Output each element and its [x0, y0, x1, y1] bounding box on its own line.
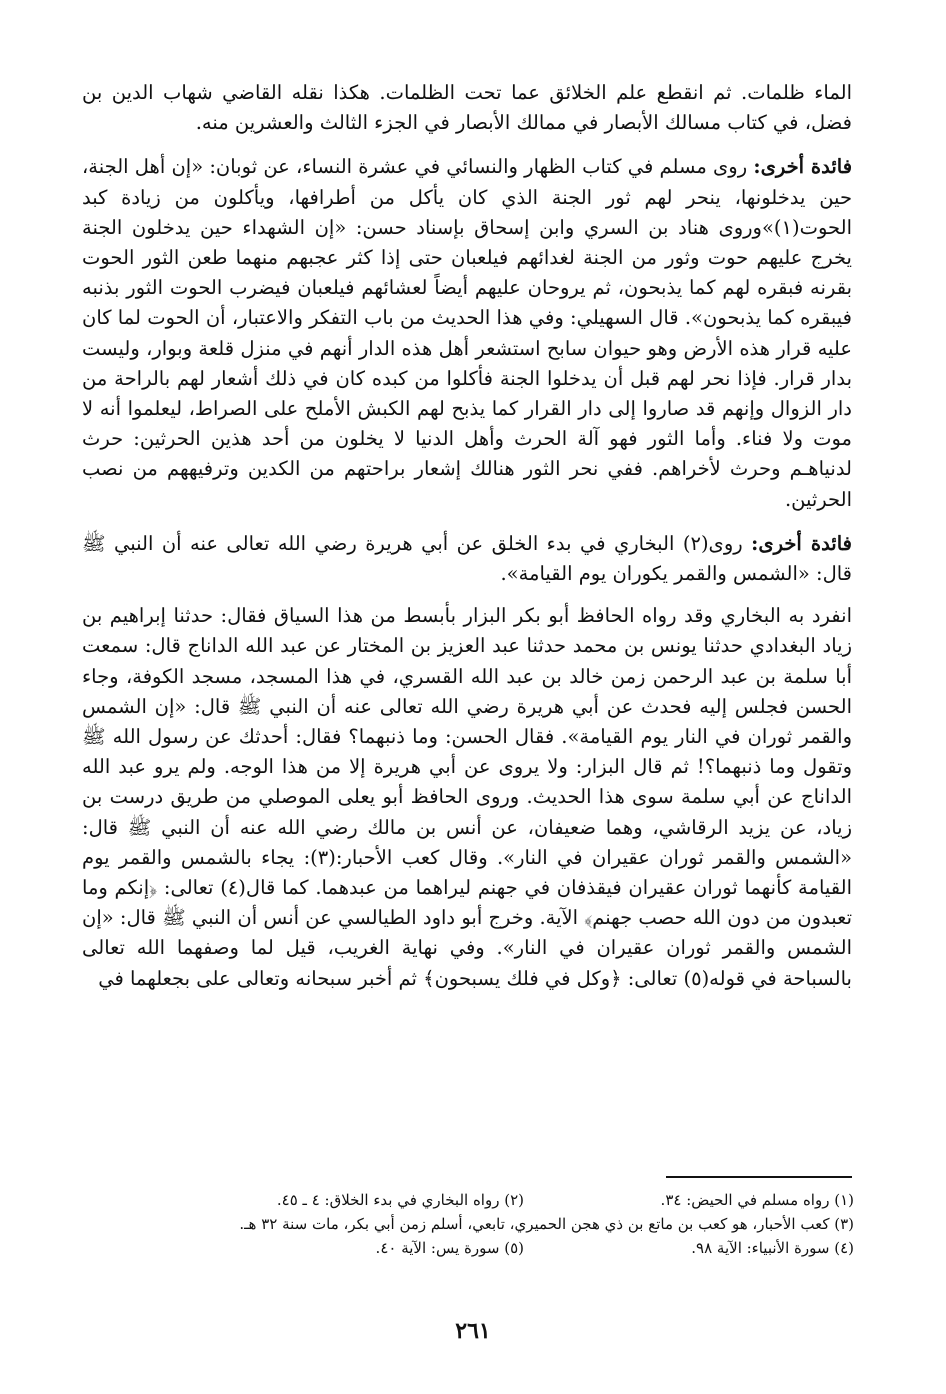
footnote-4: (٤) سورة الأنبياء: الآية ٩٨.: [691, 1239, 854, 1257]
footnote-1: (١) رواه مسلم في الحيض: ٣٤.: [660, 1191, 854, 1209]
footnote-5: (٥) سورة يس: الآية ٤٠.: [375, 1239, 524, 1257]
footnote-separator: [666, 1176, 852, 1178]
paragraph-1: [82, 78, 852, 138]
footnote-2: (٢) رواه البخاري في بدء الخلاق: ٤ ـ ٤٥.: [276, 1191, 524, 1209]
paragraph-2-lead: فائدة أخرى:: [753, 155, 853, 179]
footnote-row-1: [94, 1188, 854, 1212]
footnote-row-2: [94, 1212, 854, 1236]
paragraph-1-text: الماء ظلمات. ثم انقطع علم الخلائق عما تحت الظلمات. هكذا نقله القاضي شهاب الدين بن فضل، في كتاب مسالك الأبصار في ممالك الأبصار في الجزء الثالث والعشرين منه.: [82, 81, 852, 135]
paragraph-3-text: روى(٢) البخاري في بدء الخلق عن أبي هريرة رضي الله تعالى عنه أن النبي ﷺ قال: «الشمس والقمر يكوران يوم القيامة».: [82, 531, 852, 586]
paragraph-4-text: انفرد به البخاري وقد رواه الحافظ أبو بكر البزار بأبسط من هذا السياق فقال: حدثنا إبراهيم بن زياد البغدادي حدثنا يونس بن محمد حدثنا عبد العزيز بن المختار عن عبد الله الداناج قال: سمعت أبا سلمة بن عبد الرحمن زمن خالد بن عبد الله القسري، في هذا المسجد، مسجد الكوفة، وجاء الحسن فجلس إليه فحدث عن أبي هريرة رضي الله تعالى عنه أن النبي ﷺ قال: «إن الشمس والقمر ثوران في النار يوم القيامة». فقال الحسن: وما ذنبهما؟ فقال: أحدثك عن رسول الله ﷺ وتقول وما ذنبهما؟! ثم قال البزار: ولا يروى عن أبي هريرة إلا من هذا الوجه. ولم يرو عبد الله الداناج عن أبي سلمة سوى هذا الحديث. وروى الحافظ أبو يعلى الموصلي من طريق درست بن زياد، عن يزيد الرقاشي، وهما ضعيفان، عن أنس بن مالك رضي الله عنه أن النبي ﷺ قال: «الشمس والقمر ثوران عقيران في النار». وقال كعب الأحبار:(٣): يجاء بالشمس والقمر يوم القيامة كأنهما ثوران عقيران فيقذفان في جهنم ليراهما من عبدهما. كما قال(٤) تعالى: ﴿إنكم وما تعبدون من دون الله حصب جهنم﴾ الآية. وخرج أبو داود الطيالسي عن أنس أن النبي ﷺ قال: «إن الشمس والقمر ثوران عقيران في النار». وفي نهاية الغريب، قيل لما وصفهما الله تعالى بالسباحة في قوله(٥) تعالى: ﴿وكل في فلك يسبحون﴾ ثم أخبر سبحانه وتعالى على بجعلهما في: [82, 604, 853, 990]
footnotes: [94, 1188, 854, 1260]
footnote-3: (٣) كعب الأحبار، هو كعب بن ماتع بن ذي هجن الحميري، تابعي، أسلم زمن أبي بكر، مات سنة ٣٢ هـ.: [239, 1215, 854, 1233]
paragraph-2: [82, 152, 852, 514]
footnote-row-3: [94, 1236, 854, 1260]
paragraph-3: [82, 529, 852, 589]
paragraph-4: [82, 601, 852, 994]
paragraph-2-text: روى مسلم في كتاب الظهار والنسائي في عشرة النساء، عن ثوبان: «إن أهل الجنة، حين يدخلونها، ينحر لهم ثور الجنة الذي كان يأكل من أطرافها، ويأكلون من زيادة كبد الحوت(١)»وروى هناد بن السري وابن إسحاق بإسناد حسن: «إن الشهداء حين يدخلون الجنة يخرج عليهم حوت وثور من الجنة لغدائهم فيلعبان حتى إذا كثر عجبهم منهما طعن الثور الحوت بقرنه فبقره لهم كما يذبحون، ثم يروحان عليهم أيضاً لعشائهم فيلعبان فيضرب الحوت الثور بذنبه فيبقره كما يذبحون». قال السهيلي: وفي هذا الحديث من باب التفكر والاعتبار، أن الحوت لما كان عليه قرار هذه الأرض وهو حيوان سابح استشعر أهل هذه الدار أنهم في منزل قلعة وبوار، وليست بدار قرار. فإذا نحر لهم قبل أن يدخلوا الجنة فأكلوا من كبده كان في ذلك أشعار لهم بالراحة من دار الزوال وإنهم قد صاروا إلى دار القرار كما يذبح لهم الكبش الأملح على الصراط، ليعلموا أنه لا موت ولا فناء. وأما الثور فهو آلة الحرث وأهل الدنيا لا يخلون من أحد هذين الحرثين: حرث لدنياهـم وحرث لأخراهم. ففي نحر الثور هنالك إشعار براحتهم من الكدين وترفيههم من نصب الحرثين.: [82, 155, 852, 511]
paragraph-3-lead: فائدة أخرى:: [751, 531, 852, 555]
page-number: ٢٦١: [455, 1318, 491, 1344]
page-body: [82, 78, 852, 1008]
